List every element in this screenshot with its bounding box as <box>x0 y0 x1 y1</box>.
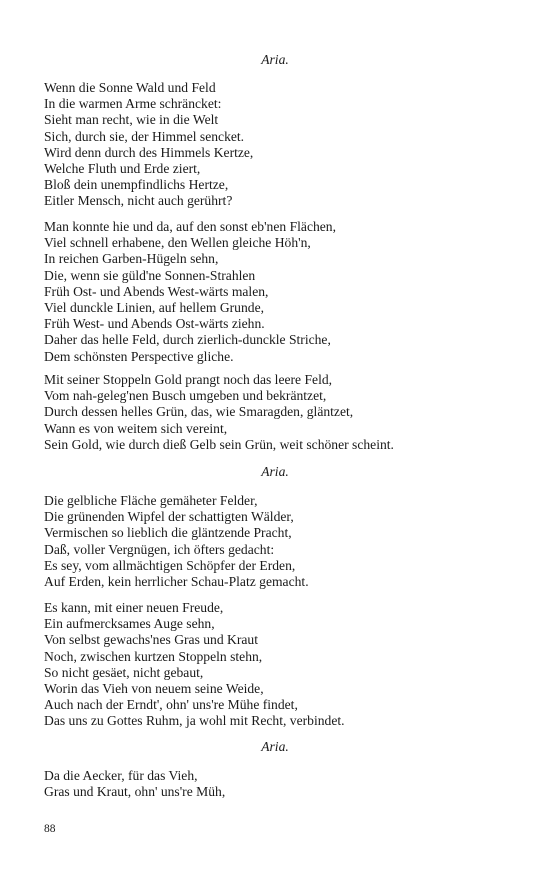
verse-line: Daher das helle Feld, durch zierlich-dunckle Striche, <box>44 332 331 348</box>
verse-line: Vom nah-geleg'nen Busch umgeben und bekräntzet, <box>44 388 327 404</box>
stanza-6 <box>44 768 514 800</box>
stanza-3 <box>44 372 514 453</box>
verse-line: So nicht gesäet, nicht gebaut, <box>44 664 204 680</box>
verse-line: Die gelbliche Fläche gemäheter Felder, <box>44 493 258 508</box>
verse-line: Sieht man recht, wie in die Welt <box>44 112 219 128</box>
verse-line: Sein Gold, wie durch dieß Gelb sein Grün, weit schöner scheint. <box>44 436 394 452</box>
aria-heading-1: Aria. <box>261 52 289 67</box>
verse-line: Dem schönsten Perspective gliche. <box>44 348 234 364</box>
verse-line: Wird denn durch des Himmels Kertze, <box>44 144 254 160</box>
verse-line: Wenn die Sonne Wald und Feld <box>44 80 216 95</box>
verse-line: Es kann, mit einer neuen Freude, <box>44 600 224 615</box>
stanza-2 <box>44 219 514 365</box>
verse-line: Noch, zwischen kurtzen Stoppeln stehn, <box>44 648 263 664</box>
verse-line: Mit seiner Stoppeln Gold prangt noch das leere Feld, <box>44 372 333 387</box>
verse-line: Gras und Kraut, ohn' uns're Müh, <box>44 784 226 800</box>
stanza-5 <box>44 600 514 730</box>
verse-line: Welche Fluth und Erde ziert, <box>44 161 201 177</box>
verse-line: Es sey, vom allmächtigen Schöpfer der Erden, <box>44 557 296 573</box>
verse-line: Daß, voller Vergnügen, ich öfters gedacht: <box>44 541 275 557</box>
verse-line: Viel dunckle Linien, auf hellem Grunde, <box>44 300 265 316</box>
verse-line: Sich, durch sie, der Himmel sencket. <box>44 128 245 144</box>
verse-line: Da die Aecker, für das Vieh, <box>44 768 198 783</box>
verse-line: Von selbst gewachs'nes Gras und Kraut <box>44 632 258 648</box>
aria-heading-2: Aria. <box>261 464 289 479</box>
verse-line: Ein aufmercksames Auge sehn, <box>44 616 215 632</box>
verse-line: Die grünenden Wipfel der schattigten Wälder, <box>44 509 294 525</box>
verse-line: Durch dessen helles Grün, das, wie Smaragden, gläntzet, <box>44 404 354 420</box>
verse-line: Das uns zu Gottes Ruhm, ja wohl mit Recht, verbindet. <box>44 713 345 729</box>
verse-line: Man konnte hie und da, auf den sonst eb'nen Flächen, <box>44 219 337 234</box>
verse-line: Wann es von weitem sich vereint, <box>44 420 228 436</box>
verse-line: Auch nach der Erndt', ohn' uns're Mühe findet, <box>44 697 298 713</box>
verse-line: Auf Erden, kein herrlicher Schau-Platz gemacht. <box>44 574 309 590</box>
aria-heading-3: Aria. <box>261 739 289 754</box>
page-number: 88 <box>44 823 56 835</box>
verse-line: Worin das Vieh von neuem seine Weide, <box>44 681 264 697</box>
verse-line: Bloß dein unempfindlichs Hertze, <box>44 177 229 193</box>
verse-line: Die, wenn sie güld'ne Sonnen-Strahlen <box>44 267 256 283</box>
stanza-4 <box>44 493 514 590</box>
verse-line: Viel schnell erhabene, den Wellen gleiche Höh'n, <box>44 235 311 251</box>
verse-line: Vermischen so lieblich die gläntzende Pracht, <box>44 525 292 541</box>
stanza-1 <box>44 80 514 210</box>
verse-line: Früh Ost- und Abends West-wärts malen, <box>44 283 269 299</box>
verse-line: In die warmen Arme schräncket: <box>44 96 222 112</box>
verse-line: Früh West- und Abends Ost-wärts ziehn. <box>44 316 265 332</box>
verse-line: In reichen Garben-Hügeln sehn, <box>44 251 219 267</box>
verse-line: Eitler Mensch, nicht auch gerührt? <box>44 193 233 209</box>
